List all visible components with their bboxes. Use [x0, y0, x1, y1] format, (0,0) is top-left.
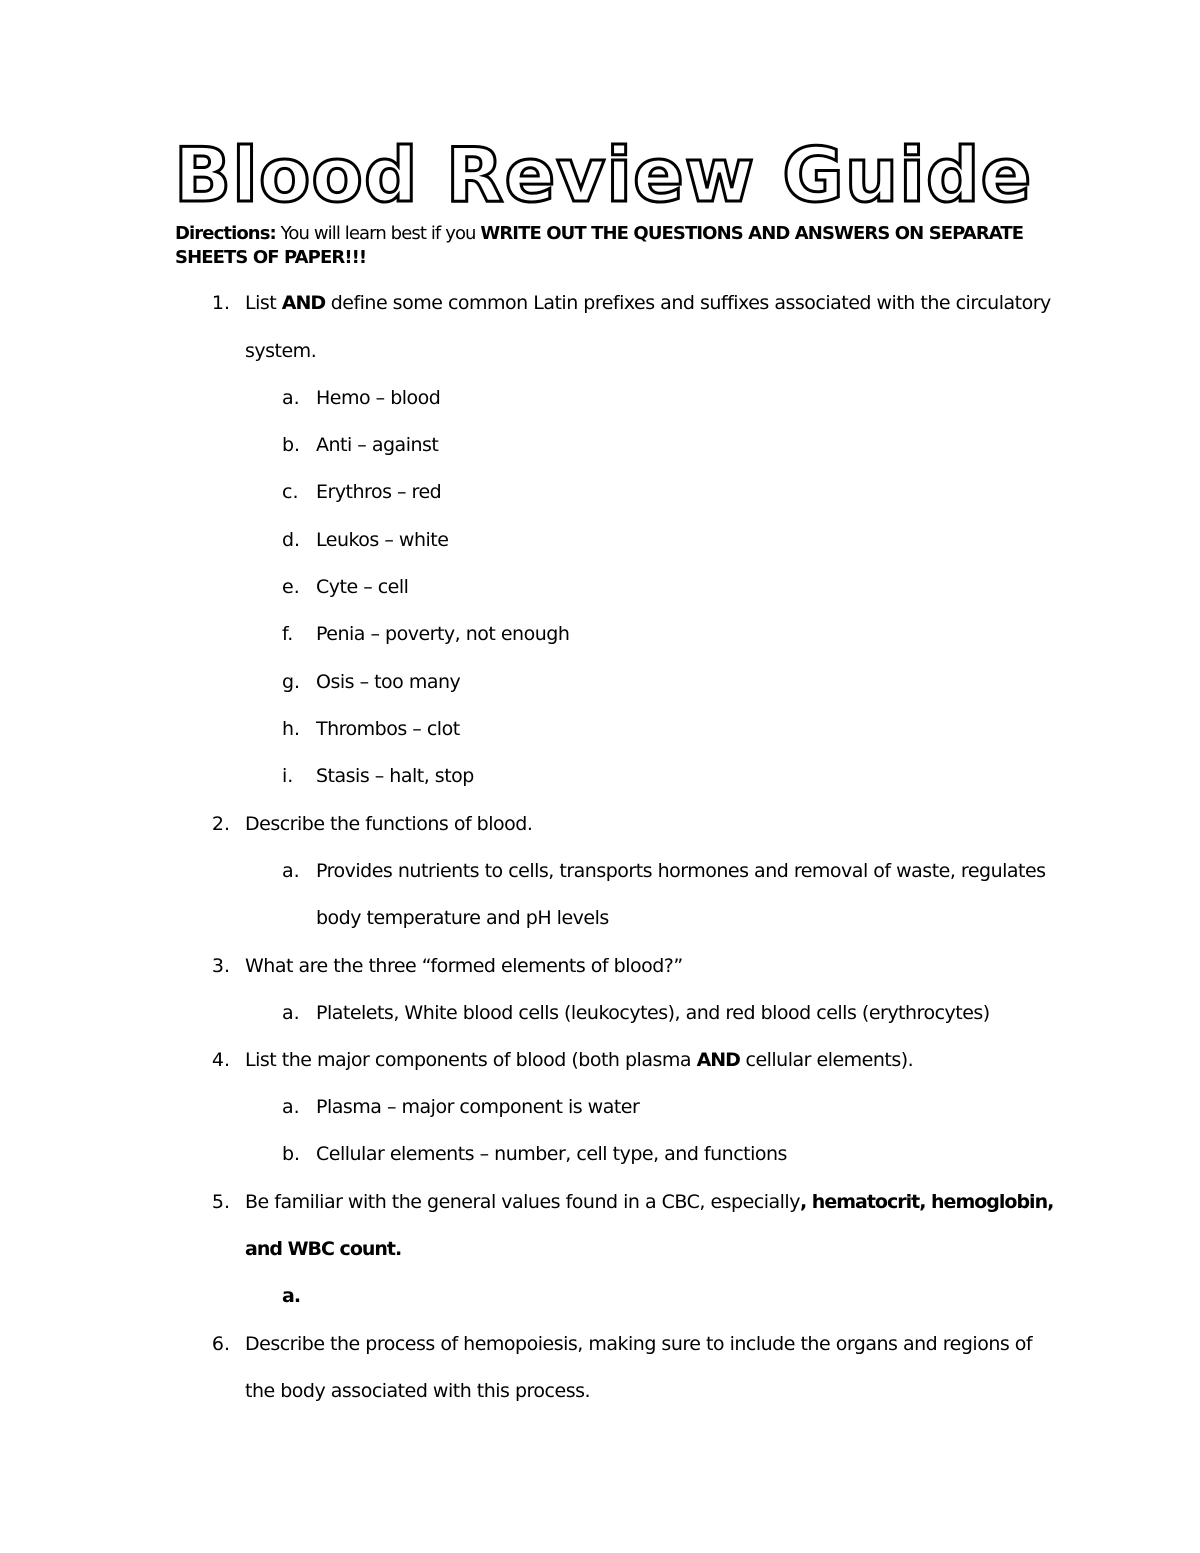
directions [175, 222, 1035, 270]
question-number: 4. [211, 1049, 230, 1071]
question-text [245, 290, 1051, 316]
question-text-part: define some common Latin prefixes and suffixes associated with the circulatory [325, 292, 1051, 314]
question-emphasis: , hematocrit, hemoglobin, [799, 1191, 1054, 1213]
answer-text: Hemo – blood [316, 387, 441, 409]
answer-letter: d. [282, 529, 301, 551]
answer-text: Platelets, White blood cells (leukocytes), and red blood cells (erythrocytes) [316, 1002, 990, 1024]
answer-text: Cellular elements – number, cell type, and functions [316, 1143, 787, 1165]
answer-letter: i. [282, 765, 294, 787]
answer-text: Thrombos – clot [316, 718, 460, 740]
question-number: 5. [211, 1191, 230, 1213]
answer-letter: a. [282, 1002, 300, 1024]
question-text-continued: the body associated with this process. [245, 1380, 591, 1402]
question-emphasis: AND [696, 1049, 740, 1071]
answer-text: Penia – poverty, not enough [316, 623, 570, 645]
answer-letter: c. [282, 481, 299, 503]
answer-text: Plasma – major component is water [316, 1096, 640, 1118]
question-text-part: List [245, 292, 282, 314]
answer-text: Erythros – red [316, 481, 442, 503]
directions-label: Directions: [175, 223, 276, 244]
question-text-continued: system. [245, 340, 317, 362]
answer-letter: a. [282, 860, 300, 882]
question-text-part: Be familiar with the general values found in a CBC, especially [245, 1191, 800, 1213]
question-number: 2. [211, 813, 230, 835]
answer-letter: a. [282, 1096, 300, 1118]
answer-letter: a. [282, 387, 300, 409]
answer-letter: g. [282, 671, 301, 693]
question-emphasis: AND [281, 292, 326, 314]
answer-text: Stasis – halt, stop [316, 765, 474, 787]
answer-text: Provides nutrients to cells, transports hormones and removal of waste, regulates [316, 860, 1046, 882]
answer-text: Anti – against [316, 434, 439, 456]
question-number: 1. [211, 292, 230, 314]
question-text-part: cellular elements). [739, 1049, 914, 1071]
directions-text: You will learn best if you [275, 223, 481, 244]
question-text [245, 1189, 1053, 1215]
question-emphasis-continued: and WBC count. [245, 1238, 402, 1260]
answer-letter: f. [282, 623, 294, 645]
question-text-part: List the major components of blood (both plasma [245, 1049, 697, 1071]
question-text: Describe the process of hemopoiesis, making sure to include the organs and regions of [245, 1333, 1033, 1355]
answer-letter: e. [282, 576, 300, 598]
answer-letter: b. [282, 1143, 301, 1165]
answer-text: Cyte – cell [316, 576, 409, 598]
answer-letter: b. [282, 434, 301, 456]
answer-text: Leukos – white [316, 529, 449, 551]
directions-emphasis: WRITE OUT THE QUESTIONS AND ANSWERS ON SEPARATE SHEETS OF PAPER!!! [175, 223, 1024, 268]
question-text: Describe the functions of blood. [245, 813, 533, 835]
answer-text-continued: body temperature and pH levels [316, 907, 609, 929]
answer-letter: a. [282, 1285, 301, 1307]
question-number: 3. [211, 955, 230, 977]
answer-letter: h. [282, 718, 301, 740]
question-number: 6. [211, 1333, 230, 1355]
answer-text: Osis – too many [316, 671, 461, 693]
question-text [245, 1047, 913, 1073]
document-title: Blood Review Guide [174, 131, 1033, 219]
question-text: What are the three “formed elements of blood?” [245, 955, 683, 977]
